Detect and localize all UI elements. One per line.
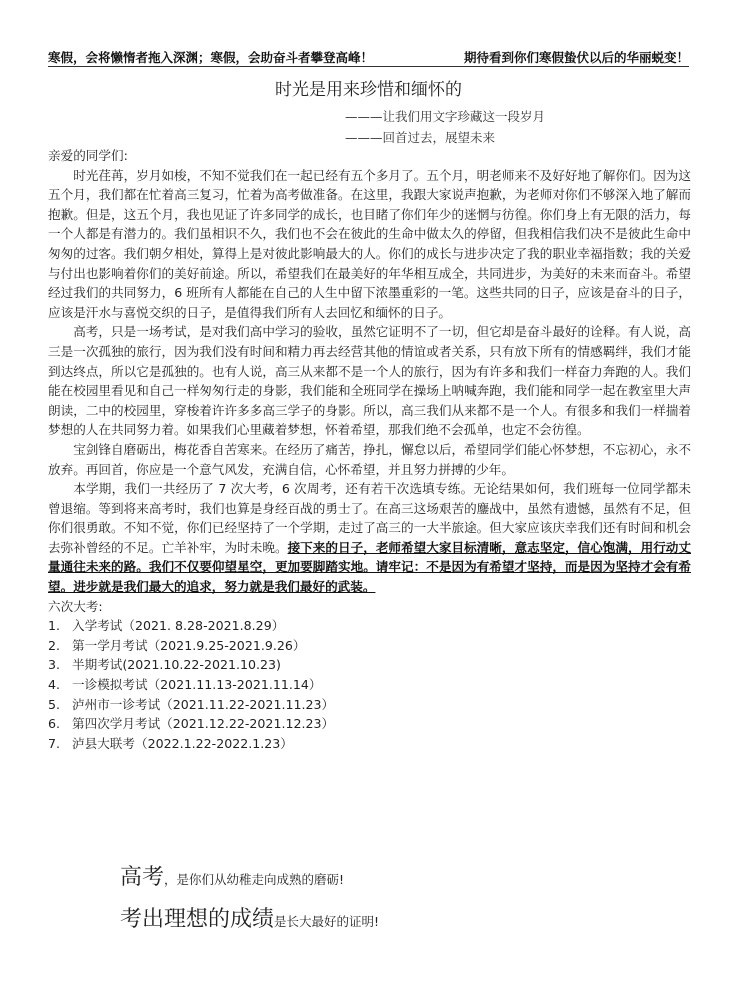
list-item-text: 第一学月考试（2021.9.25-2021.9.26）	[72, 637, 306, 653]
list-item	[48, 734, 691, 754]
subtitle-1: ———让我们用文字珍藏这一段岁月	[345, 109, 546, 124]
greeting: 亲爱的同学们:	[48, 148, 128, 163]
list-item-text: 半期考试(2021.10.22-2021.10.23)	[72, 657, 281, 673]
closing-1-big: 高考	[120, 865, 165, 890]
exam-list	[48, 616, 691, 753]
list-item-number: 2.	[48, 637, 61, 653]
list-item	[48, 636, 691, 656]
list-item-text: 一诊模拟考试（2021.11.13-2021.11.14）	[72, 677, 322, 693]
subtitle-2: ———回首过去，展望未来	[345, 130, 496, 145]
list-item-number: 6.	[48, 716, 61, 732]
list-item-number: 1.	[48, 618, 61, 634]
header-left-text: 寒假，会将懒惰者拖入深渊；寒假，会助奋斗者攀登高峰！	[48, 50, 374, 65]
list-item-text: 第四次学月考试（2021.12.22-2021.12.23）	[72, 716, 335, 732]
list-item-number: 7.	[48, 735, 61, 751]
paragraph-2: 高考，只是一场考试，是对我们高中学习的验收，虽然它证明不了一切，但它却是奋斗最好的诠释。有人说，高三是一次孤独的旅行，因为我们没有时间和精力再去经营其他的情谊或者关系，只有放下所有的情感羁绊，我们才能到达终点，所以它是孤独的。也有人说，高三从来都不是一个人的旅行，因为有许多和我们一样奋力奔跑的人。我们能在校园里看见和自己一样匆匆行走的身影，我们能和全班同学在操场上呐喊奔跑，我们能和同学一起在教室里大声朗读，二中的校园里，穿梭着许许多多高三学子的身影。所以，高三我们从来都不是一个人。有很多和我们一样揣着梦想的人在共同努力着。如果我们心里藏着梦想，怀着希望，那我们绝不会孤单，也定不会彷徨。	[48, 324, 691, 438]
list-item-number: 3.	[48, 657, 61, 673]
list-item	[48, 675, 691, 695]
list-item-text: 泸州市一诊考试（2021.11.22-2021.11.23）	[72, 696, 335, 712]
closing-line-2	[120, 902, 379, 933]
paragraph-1: 时光荏苒，岁月如梭，不知不觉我们在一起已经有五个多月了。五个月，明老师来不及好好地了解你们。因为这五个月，我们都在忙着高三复习，忙着为高考做准备。在这里，我跟大家说声抱歉，为老师对你们不够深入地了解而抱歉。但是，这五个月，我也见证了许多同学的成长，也目睹了你们年少的迷惘与彷徨。你们身上有无限的活力，每一个人都是有潜力的。我们虽相识不久，我们也不会在彼此的生命中做太久的停留，但我相信我们决不是彼此生命中匆匆的过客。我们朝夕相处，算得上是对彼此影响最大的人。你们的成长与进步决定了我的职业幸福指数；我的关爱与付出也影响着你们的美好前途。所以，希望我们在最美好的年华相互成全，共同进步，为美好的未来而奋斗。希望经过我们的共同努力，6 班所有人都能在自己的人生中留下浓墨重彩的一笔。这些共同的日子，应该是奋斗的日子，应该是汗水与喜悦交织的日子，是值得我们所有人去回忆和缅怀的日子。	[48, 167, 691, 320]
list-item	[48, 655, 691, 675]
paragraph-4	[48, 479, 691, 597]
list-item-number: 4.	[48, 677, 61, 693]
list-item	[48, 714, 691, 734]
page-title: 时光是用来珍惜和缅怀的	[275, 80, 462, 100]
exams-heading: 六次大考:	[48, 598, 103, 614]
paragraph-4-normal: 本学期，我们一共经历了 7 次大考，6 次周考，还有若干次选填专练。无论结果如何，我们班每一位同学都未曾退缩。等到将来高考时，我们也算是身经百战的勇士了。在高三这场艰苦的鏖战中，虽然有遗憾，虽然有不足，但你们很勇敢。不知不觉，你们已经坚持了一个学期，走过了高三的一大半旅途。但大家应该庆幸我们还有时间和机会去弥补曾经的不足。亡羊补牢，为时未晚。	[48, 481, 691, 555]
list-item-text: 泸县大联考（2022.1.22-2022.1.23）	[72, 735, 293, 751]
paragraph-4-emphasis: 接下来的日子，老师希望大家目标清晰，意志坚定，信心饱满，用行动丈量通往未来的路。我们不仅要仰望星空，更加要脚踏实地。请牢记：不是因为有希望才坚持，而是因为坚持才会有希望。进步就是我们最大的追求，努力就是我们最好的武装。	[48, 539, 692, 595]
closing-2-big: 考出理想的成绩	[120, 907, 275, 932]
closing-line-1	[120, 860, 344, 891]
header-banner	[48, 42, 689, 67]
letter-body	[48, 146, 691, 753]
paragraph-3: 宝剑锋自磨砺出，梅花香自苦寒来。在经历了痛苦，挣扎，懈怠以后，希望同学们能心怀梦想，不忘初心，永不放弃。再回首，你应是一个意气风发，充满自信，心怀希望，并且努力拼搏的少年。	[48, 441, 691, 477]
list-item-number: 5.	[48, 696, 61, 712]
closing-2-small: 是长大最好的证明!	[274, 914, 380, 929]
list-item	[48, 695, 691, 715]
header-right-text: 期待看到你们寒假蛰伏以后的华丽蜕变！	[463, 50, 689, 65]
list-item	[48, 616, 691, 636]
list-item-text: 入学考试（2021. 8.28-2021.8.29）	[72, 618, 285, 634]
closing-1-small: ，是你们从幼稚走向成熟的磨砺!	[164, 872, 345, 887]
